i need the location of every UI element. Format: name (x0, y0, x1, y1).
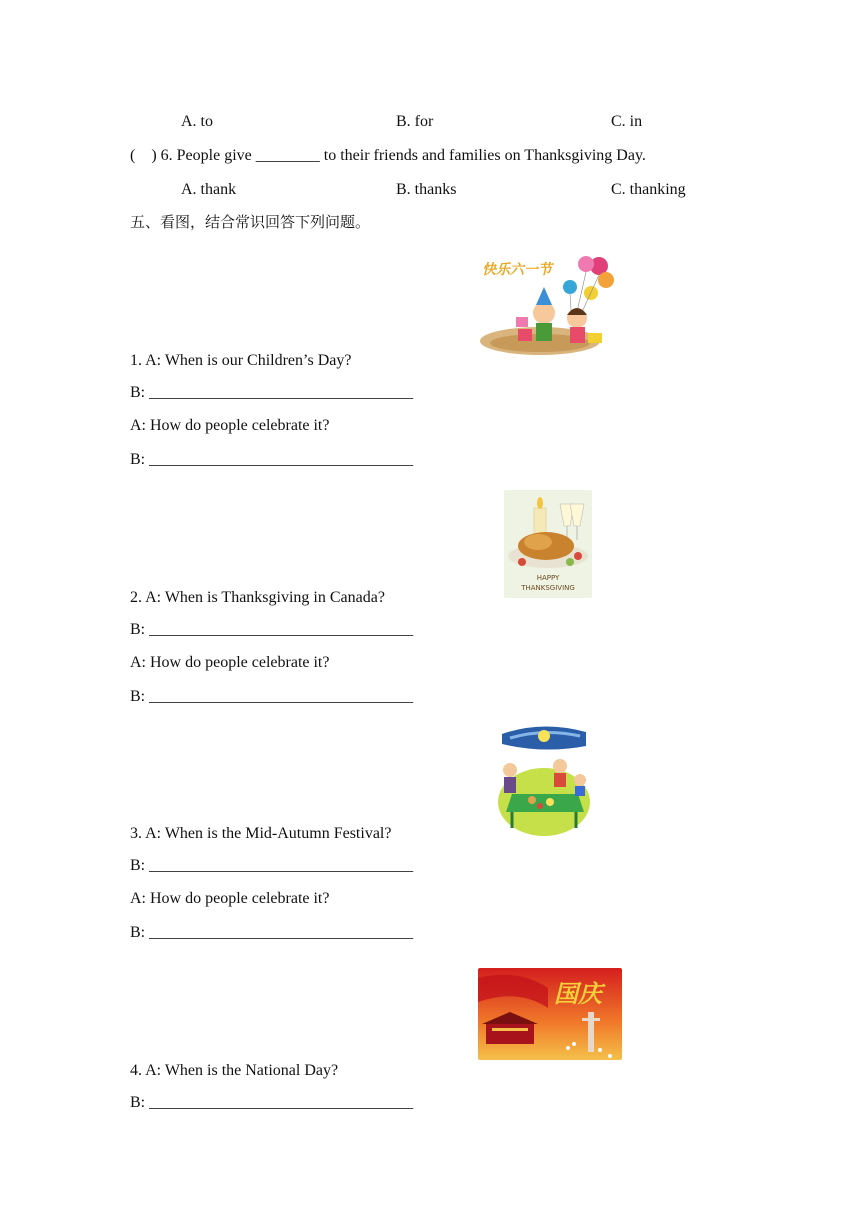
q2-answer-line-1[interactable]: B: _________________________________ (130, 621, 414, 638)
thanksgiving-caption-happy: HAPPY (536, 574, 560, 582)
q3-question: 3. A: When is the Mid-Autumn Festival? (130, 825, 392, 842)
q3-answer-line-1[interactable]: B: _________________________________ (130, 857, 414, 874)
childrens-day-picture (478, 253, 618, 359)
q1-answer-line-1[interactable]: B: _________________________________ (130, 384, 414, 401)
q6-option-b: B. thanks (396, 181, 457, 198)
q6-option-a: A. thank (181, 181, 237, 198)
national-day-caption: 国庆 (554, 979, 602, 1008)
q3-followup: A: How do people celebrate it? (130, 890, 330, 907)
q1-question: 1. A: When is our Children’s Day? (130, 352, 352, 369)
thanksgiving-caption-thanksgiving: THANKSGIVING (521, 584, 575, 592)
q2-followup: A: How do people celebrate it? (130, 654, 330, 671)
q5-option-a: A. to (181, 113, 213, 130)
q3-answer-line-2[interactable]: B: _________________________________ (130, 924, 414, 941)
mid-autumn-picture (496, 720, 592, 838)
q4-answer-line-1[interactable]: B: _________________________________ (130, 1094, 414, 1111)
q4-question: 4. A: When is the National Day? (130, 1062, 339, 1079)
q5-option-c: C. in (611, 113, 643, 130)
q6-option-c: C. thanking (611, 181, 686, 198)
q1-followup: A: How do people celebrate it? (130, 417, 330, 434)
childrens-day-caption: 快乐六一节 (482, 262, 552, 278)
q2-answer-line-2[interactable]: B: _________________________________ (130, 688, 414, 705)
q1-answer-line-2[interactable]: B: _________________________________ (130, 451, 414, 468)
thanksgiving-picture (504, 490, 592, 598)
q5-option-b: B. for (396, 113, 434, 130)
q2-question: 2. A: When is Thanksgiving in Canada? (130, 589, 385, 606)
q6-stem: ( ) 6. People give ________ to their friends and families on Thanksgiving Day. (130, 147, 646, 164)
section-five-title: 五、看图，结合常识回答下列问题。 (130, 213, 371, 231)
national-day-picture (478, 968, 622, 1060)
